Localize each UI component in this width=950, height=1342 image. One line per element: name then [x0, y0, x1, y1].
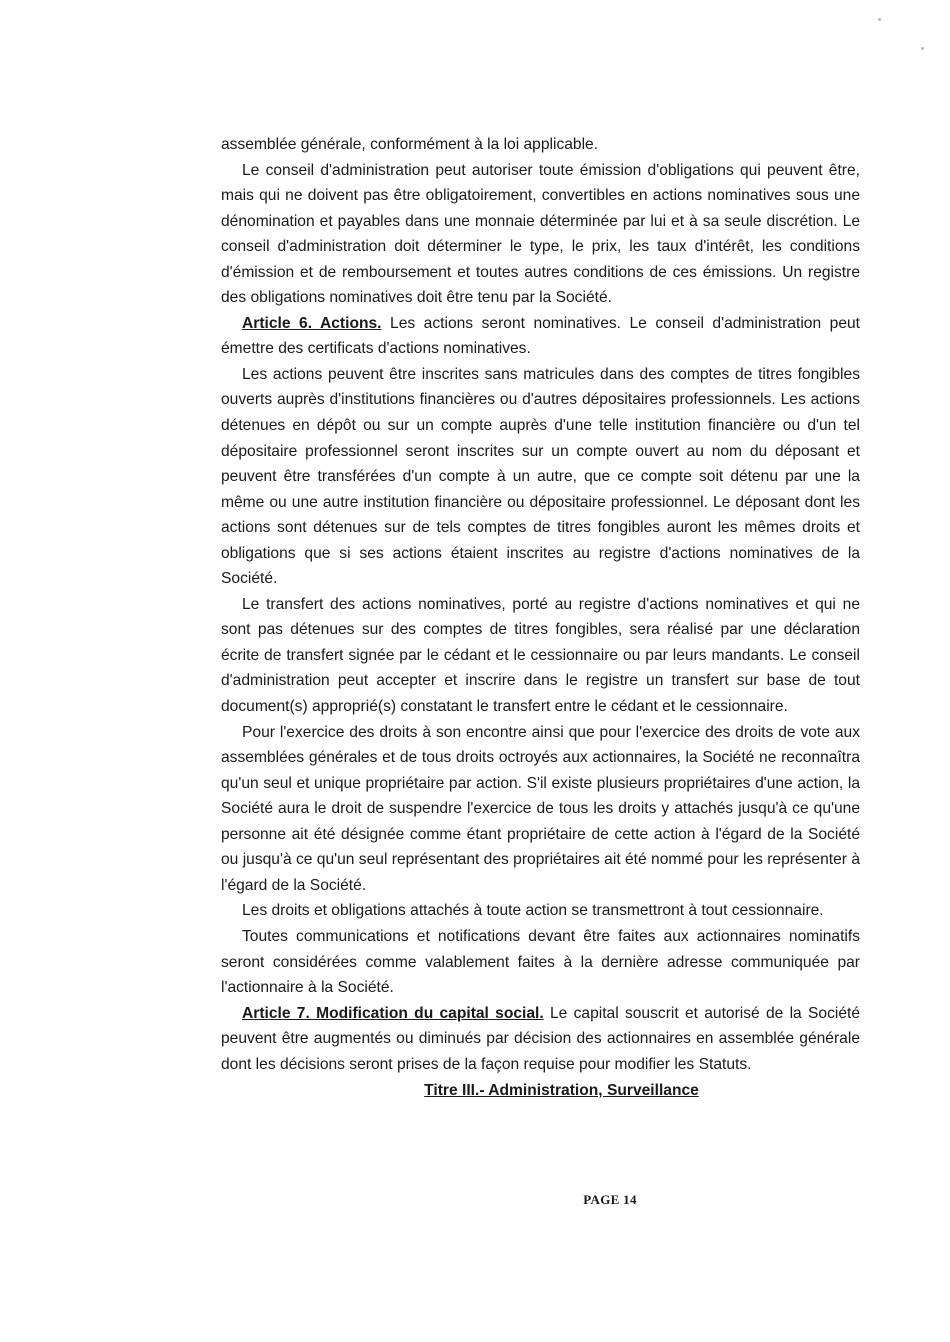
exercice-paragraph: Pour l'exercice des droits à son encontre ainsi que pour l'exercice des droits de vote aux assemblées générales et de tous droits octroyés aux actionnaires, la Société ne reconnaîtra qu'un seul et unique propriétaire par action. S'il existe plusieurs propriétaires d'une action, la Société aura le droit de suspendre l'exercice de tous les droits y attachés jusqu'à ce qu'une personne ait été désignée comme étant propriétaire de cette action à l'égard de la Société ou jusqu'à ce qu'un seul représentant des propriétaires ait été nommé pour les représenter à l'égard de la Société. — [221, 723, 860, 894]
fongibles-paragraph: Les actions peuvent être inscrites sans matricules dans des comptes de titres fongibles ouverts auprès d'institutions financières ou d'autres dépositaires professionnels. Les actions détenues en dépôt ou sur un compte auprès d'une telle institution financière ou d'un tel dépositaire professionnel seront inscrites sur un compte ouvert au nom du déposant et peuvent être transférées d'un compte à un autre, que ce compte soit détenu par une la même ou une autre institution financière ou dépositaire professionnel. Le déposant dont les actions sont détenues sur de tels comptes de titres fongibles auront les mêmes droits et obligations que si ses actions étaient inscrites au registre d'actions nominatives de la Société. — [221, 365, 860, 588]
communications-paragraph: Toutes communications et notifications devant être faites aux actionnaires nominatifs seront considérées comme valablement faites à la dernière adresse communiquée par l'actionnaire à la Société. — [221, 927, 860, 997]
scan-speck — [878, 18, 881, 21]
transfert-paragraph: Le transfert des actions nominatives, porté au registre d'actions nominatives et qui ne sont pas détenues sur des comptes de titres fongibles, sera réalisé par une déclaration écrite de transfert signée par le cédant et le cessionnaire ou par leurs mandants. Le conseil d'administration peut accepter et inscrire dans le registre un transfert sur base de tout document(s) approprié(s) constatant le transfert entre le cédant et le cessionnaire. — [221, 595, 860, 716]
article-7-text: Le capital souscrit et autorisé de la Société peuvent être augmentés ou diminués par décision des actionnaires en assemblée générale dont les décisions seront prises de la façon requise pour modifier les Statuts. — [221, 1004, 861, 1073]
scan-speck — [921, 47, 924, 50]
article-6-paragraph — [221, 311, 860, 362]
intro-paragraph: assemblée générale, conformément à la loi applicable. — [221, 136, 599, 153]
article-6-title: Article 6. Actions. — [242, 314, 382, 332]
page-number: PAGE 14 — [583, 1192, 637, 1207]
section-title: Titre III.- Administration, Surveillance — [424, 1082, 699, 1100]
obligations-paragraph: Le conseil d'administration peut autoriser toute émission d'obligations qui peuvent être, mais qui ne doivent pas être obligatoirement, convertibles en actions nominatives sous une dénomination et payables dans une monnaie déterminée par lui et à sa seule discrétion. Le conseil d'administration doit déterminer le type, le prix, les taux d'intérêt, les conditions d'émission et de remboursement et toutes autres conditions de ces émissions. Un registre des obligations nominatives doit être tenu par la Société. — [221, 161, 860, 307]
droits-paragraph: Les droits et obligations attachés à toute action se transmettront à tout cessionnaire. — [242, 902, 824, 920]
article-7-paragraph — [221, 1001, 860, 1078]
document-body — [221, 132, 860, 1104]
article-6-text: Les actions seront nominatives. Le conseil d'administration peut émettre des certificats d'actions nominatives. — [221, 314, 861, 358]
article-7-title: Article 7. Modification du capital social. — [242, 1004, 544, 1022]
